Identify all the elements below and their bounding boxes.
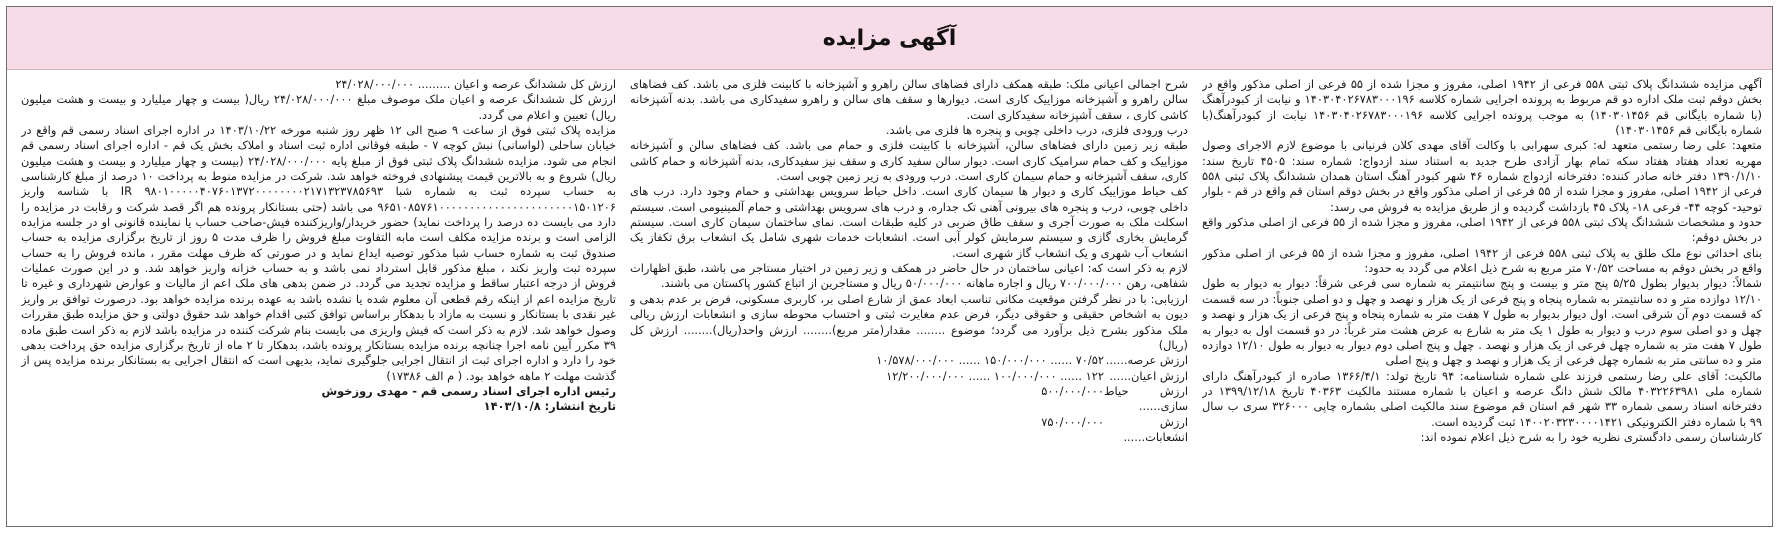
auction-terms-paragraph: مزایده پلاک ثبتی فوق از ساعت ۹ صبح الی ۱۲ ظهر روز شنبه مورخه ۱۴۰۳/۱۰/۲۲ در اداره اجرای اسناد رسمی قم واقع در خیابان ساحلی (لواسانی) نبش کوچه ۷ - طبقه فوقانی اداره ثبت اسناد و املاک بخش یک قم - اداره اجرای اسناد رسمی قم انجام می شود. مزایده ششدانگ پلاک ثبتی فوق از مبلغ پایه ۲۴/۰۲۸/۰۰۰/۰۰۰ (بیست و چهار میلیارد و بیست و هشت میلیون ریال) شروع و به بالاترین قیمت پیشنهادی فروخته خواهد شد. شرکت در مزایده منوط به پرداخت ۱۰ درصد از مبلغ کارشناسی به حساب سپرده ثبت به شماره شبا IR ۹۸۰۱۰۰۰۰۰۴۰۷۶۰۱۳۷۲۰۰۰۰۰۰۰۰۲۱۷۱۳۲۳۷۸۵۶۹۳ با شناسه واریز ۹۶۵۱۰۸۵۷۶۱۰۰۰۰۰۰۰۰۰۰۰۰۰۰۰۰۰۰۰۰۰۰۱۵۰۱۲۰۶ می باشد (حتی بستانکار پرونده هم اگر قصد شرکت و رقابت در مزایده را دارد می بایست ده درصد را پرداخت نماید) حضور خریدار/واریزکننده فیش-صاحب حساب یا نماینده قانونی او در جلسه مزایده الزامی است و برنده مزایده مکلف است مابه التفاوت مبلغ فروش را ظرف مدت ۵ روز از تاریخ برگزاری مزایده به حساب صندوق ثبت به شماره حساب شبا مذکور توصیه ایداع نماید و در صورتی که ظرف مهلت مقرر ، مانده فروش را به حساب سپرده ثبت واریز نکند ، مبلغ مذکور قابل استرداد نمی باشد و به حساب خزانه واریز خواهد شد. و در این صورت عملیات فروش از درجه اعتبار ساقط و مزایده تجدید می گردد. در ضمن بدهی های ملک اعم از مالیات و عوارض شهرداری و غیره تا تاریخ مزایده اعم از اینکه رقم قطعی آن معلوم شده یا نشده باشد به عهده برنده مزایده خواهد بود. درصورت توافق بر واریز غیر نقدی با بستانکار و نسبت به مازاد با بدهکار براساس توافق کتبی اقدام خواهد شد حقوق دولتی و حق مزایده طبق مقررات وصول خواهد شد. لازم به ذکر است که فیش واریزی می بایست بنام شرکت کننده در مزایده باشد لازم به ذکر است طبق ماده ۳۹ مکرر آیین نامه اجرا چنانچه برنده مزایده بستانکار پرونده باشد، بدهکار تا ۲ ماه از تاریخ برگزاری مزایده حق پرداخت بدهی خود را دارد و اداره اجرای ثبت از انتقال اجرایی جلوگیری نماید، بدیهی است که انتقال اجرایی به بستانکار برنده مزایده پس از گذشت مهلت ۲ ماهه خواهد بود. ( م الف ۱۷۳۸۶) xyxy=(21,123,616,383)
valuation-label: ارزش انشعابات...... xyxy=(1123,414,1188,444)
yard-paragraph: کف حیاط موزاییک کاری و دیوار ها سیمان کاری است. داخل حیاط سرویس بهداشتی و حمام وجود دارد. درب های داخلی چوبی، درب و پنجره های بیرونی آهنی تک جداره، و درب های سرویس بهداشتی و حمام آلمینیومی است. سیستم اسکلت ملک به صورت آجری و سقف طاق ضربی در کلیه طبقات است. نمای ساختمان سیمان کاری است. سیستم گرمایش بخاری گازی و سیستم سرمایش کولر آبی است. انشعابات خدمات شهری شامل یک انشعاب برق تکفاز یک انشعاب آب شهری و یک انشعاب گاز شهری است. xyxy=(630,184,1188,260)
total-value-line: ارزش کل ششدانگ عرصه و اعیان ......... ۲۴/۰۲۸/۰۰۰/۰۰۰ xyxy=(335,77,616,91)
column-middle xyxy=(630,77,1188,518)
ownership-paragraph: مالکیت: آقای علی رضا رستمی فرزند علی شماره شناسنامه: ۹۴ تاریخ تولد: ۱۳۶۶/۴/۱ صادره از کبودرآهنگ دارای شماره ملی ۴۰۳۲۲۶۳۹۸۱ مالک شش دانگ عرصه و اعیان با شماره مستند مالکیت ۴۰۳۶۳ تاریخ ۱۳۹۹/۱۲/۱۸ در دفترخانه اسناد رسمی شماره ۳۳ شهر قم استان قم موضوع سند مالکیت اصلی بشماره چاپی ۳۲۶۰۰۰ سری ب سال ۹۹ با شماره دفتر الکترونیکی ۱۴۰۰۲۰۳۲۳۰۰۰۰۱۴۲۱ ثبت گردیده است. xyxy=(1202,368,1762,429)
publish-date: تاریخ انتشار: ۱۴۰۳/۱۰/۸ xyxy=(483,399,616,414)
valuation-row xyxy=(630,384,1188,415)
boundaries-heading: حدود و مشخصات ششدانگ پلاک ثبتی ۵۵۸ فرعی از ۱۹۴۲ اصلی، مفروز و مجزا شده از ۵۵ فرعی از اصلی مذکور واقع در بخش دوقم: xyxy=(1202,215,1762,245)
ad-frame xyxy=(6,6,1773,527)
valuation-value: ۷۵۰/۰۰۰/۰۰۰ xyxy=(1041,414,1104,429)
valuation-value: ۵۰۰/۰۰۰/۰۰۰ xyxy=(1041,383,1104,398)
basement-paragraph: طبقه زیر زمین دارای فضاهای سالن، آشپزخانه با کابینت فلزی و حمام می باشد. کف فضاهای سالن و آشپزخانه موزاییک و کف حمام سرامیک کاری است. دیوار سالن سفید کاری و سقف نیز سفیدکاری، بدنه آشپزخانه و حمام کاشی کاری، سقف آشپزخانه و حمام سیمان کاری است. درب ورودی به زیر زمین چوبی است. xyxy=(630,138,1188,184)
valuation-paragraph: ارزیابی: با در نظر گرفتن موقعیت مکانی تناسب ابعاد عمق از شارع اصلی بر، کاربری مسکونی، فرض بر عدم بدهی و دیون به اشخاص حقیقی و حقوقی دیگر، فرض عدم مغایرت ثبتی و احتساب محوطه سازی و انشعابات ارزش ریالی ملک مذکور بشرح ذیل برآورد می گردد؛ موضوع ........ مقدار(متر مربع)........ ارزش واحد(ریال)........ ارزش کل (ریال) xyxy=(630,291,1188,352)
valuation-row xyxy=(630,353,1188,368)
intro-paragraph: آگهی مزایده ششدانگ پلاک ثبتی ۵۵۸ فرعی از ۱۹۴۲ اصلی، مفروز و مجزا شده از ۵۵ فرعی از اصلی مذکور واقع در بخش دوقم ثبت ملک اداره دو قم مربوط به پرونده اجرایی شماره کلاسه ۱۴۰۳۰۴۰۲۶۷۸۳۰۰۰۱۹۶ و نیابت از کبودرآهنگ (با شماره بایگانی قم ۱۴۰۳۰۱۴۵۶) به موجب پرونده اجرایی کلاسه ۱۴۰۳۰۴۰۲۶۷۸۳۰۰۰۱۹۶ نیابت از کبودرآهنگ(با شماره بایگانی قم ۱۴۰۳۰۱۴۵۶) xyxy=(1202,77,1762,138)
column-right xyxy=(1202,77,1762,518)
boundaries-paragraph: شمالاً: دیوار بدیوار بطول ۵/۲۵ پنج متر و بیست و پنج سانتیمتر به شماره سی فرعی شرقاً: دیوار به دیوار به طول ۱۲/۱۰ دوازده متر و ده سانتیمتر به شماره پنجاه و پنج فرعی از یک هزار و نهصد و چهل و دو اصلی جنوباً: در سه قسمت که قسمت دوم آن شرقی است. اول دیوار بدیوار به طول ۷ هفت متر به شماره پنجاه و پنج فرعی از یک هزار و نهصد و چهل و دو اصلی سوم درب و دیوار به طول ۱ یک متر به شارع به عرض هشت متر غرباً: در دو قسمت اول به دیوار به طول ۷ هفت متر به شماره چهل فرعی از یک هزار و نهصد . چهل و پنج اصلی دوم دیوار به دیوار به طول ۱۲/۱۰ دوازده متر و ده سانتی متر به شماره چهل فرعی از یک هزار و نهصد و چهل و پنج اصلی xyxy=(1202,276,1762,368)
building-paragraph: بنای احداثی نوع ملک طلق به پلاک ثبتی ۵۵۸ فرعی از ۱۹۴۲ اصلی، مفروز و مجزا شده از ۵۵ فرعی از اصلی مذکور واقع در بخش دوقم به مساحت ۷۰/۵۲ متر مربع به شرح ذیل اعلام می گردد به حدود: xyxy=(1202,245,1762,276)
valuation-value: ۷۰/۵۲ ...... ۱۵۰/۰۰۰/۰۰۰ ...... ۱۰/۵۷۸/۰۰۰/۰۰۰ xyxy=(876,353,1104,368)
valuation-row xyxy=(630,369,1188,384)
valuation-label: ارزش حیاط سازی...... xyxy=(1104,383,1188,414)
experts-paragraph: کارشناسان رسمی دادگستری نظریه خود را به شرح ذیل اعلام نموده اند: xyxy=(1420,429,1762,444)
parties-paragraph: متعهد: علی رضا رستمی متعهد له: کبری سهرابی با وکالت آقای مهدی کلان فرنیانی با موضوع لازم الاجرای وصول مهریه تعداد هفتاد هفتاد سکه تمام بهار آزادی طرح جدید به استناد سند ازدواج: شماره سند: ۴۵۰۵ تاریخ سند: ۱۳۹۰/۱/۱۰ دفتر خانه صادر کننده: دفترخانه ازدواج شماره ۴۶ شهر کبودر آهنگ استان همدان ششدانگ پلاک ثبتی ۵۵۸ فرعی از ۱۹۴۲ اصلی، مفروز و مجزا شده از ۵۵ فرعی از اصلی مذکور واقع در بخش دوقم استان قم واقع در قم - بلوار توحید- کوچه ۴۴- فرعی ۱۸- پلاک ۴۵ بازداشت گردیده و از طریق مزایده به فروش می رسد: xyxy=(1202,138,1762,214)
valuation-label: ارزش اعیان...... xyxy=(1109,368,1188,383)
description-paragraph: شرح اجمالی اعیانی ملک: طبقه همکف دارای فضاهای سالن راهرو و آشپزخانه با کابینت فلزی می باشد. کف فضاهای سالن راهرو و آشپزخانه موزاییک کاری است. دیوارها و سقف های سالن و راهرو سفیدکاری می باشد. بدنه آشپزخانه کاشی کاری ، سقف آشپزخانه سفیدکاری است. xyxy=(630,77,1188,122)
ad-body xyxy=(17,77,1762,518)
header-bar xyxy=(7,7,1772,70)
total-value-paragraph: ارزش کل ششدانگ عرصه و اعیان ملک موصوف مبلغ ۲۴/۰۲۸/۰۰۰/۰۰۰ ریال( بیست و چهار میلیارد و بیست و هشت میلیون ریال) تعیین و اعلام می گردد. xyxy=(21,92,616,122)
valuation-value: ۱۲۲ ...... ۱۰۰/۰۰۰/۰۰۰ ...... ۱۲/۲۰۰/۰۰۰/۰۰۰ xyxy=(886,368,1104,383)
valuation-label: ارزش عرصه...... xyxy=(1105,353,1188,368)
doors-paragraph: درب ورودی فلزی، درب داخلی چوبی و پنجره ها فلزی می باشد. xyxy=(885,123,1188,138)
valuation-list xyxy=(630,353,1188,445)
signature-line: رئیس اداره اجرای اسناد رسمی قم - مهدی روزخوش xyxy=(321,383,616,398)
valuation-row xyxy=(630,415,1188,446)
column-left xyxy=(21,77,616,518)
tenant-paragraph: لازم به ذکر است که: اعیانی ساختمان در حال حاضر در همکف و زیر زمین در اختیار مستاجر می باشد، طبق اظهارات شفاهی، رهن ۷۰۰/۰۰۰/۰۰۰ ریال و اجاره ماهانه ۵۰/۰۰۰/۰۰۰ ریال و مستاجرین از اتباع کشور پاکستان می باشند. xyxy=(630,261,1188,291)
page-title: آگهی مزایده xyxy=(822,25,957,51)
